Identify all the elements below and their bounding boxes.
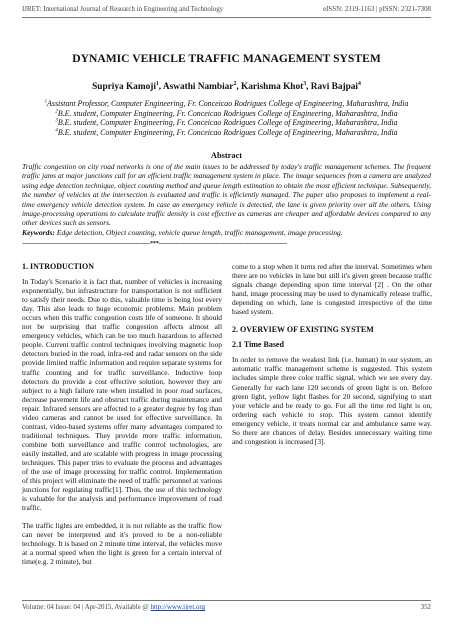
section-separator: ----------------------------------------------------------------------***----------------------------------------------------------------------: [22, 240, 287, 247]
abstract-text: Traffic congestion on city road networks is one of the main issues to be addressed by today's traffic management schemes. The frequent traffic jams at major junctions call for an efficient traffic management system in place. The image sequences from a camera are analyzed using edge detection technique, object counting method and queue length estimation to obtain the most efficient technique. Subsequently, the number of vehicles at the intersection is evaluated and traffic is efficiently managed. The paper also proposes to implement a real-time emergency vehicle detection system. In case an emergency vehicle is detected, the lane is given priority over all the others. Using image-processing operations to calculate traffic density is cost effective as cameras are cheaper and affordable devices compared to any other devices such as sensors.: [22, 162, 431, 228]
keywords-label: Keywords:: [22, 228, 55, 237]
journal-link[interactable]: http://www.ijret.org: [150, 604, 206, 611]
paragraph: In Today's Scenario it is fact that, number of vehicles is increasing exponentially, but infrastructure for transportation is not sufficient to satisfy their needs. Due to this, valuable time is being lost every day. This also leads to huge economic problems. Main problem occurs when this traffic congestion costs life of someone. It should not be surprising that traffic congestion affects almost all emergency vehicles, which can be too much hazardous to affected people. Current traffic control techniques involving magnetic loop detectors buried in the road, infra-red and radar sensors on the side provide limited traffic information and require separate systems for traffic counting and for traffic surveillance. Inductive loop detectors do provide a cost effective solution, however they are subject to a high failure rate when installed in poor road surfaces, decrease pavement life and obstruct traffic during maintenance and repair. Infrared sensors are affected to a greater degree by fog than video cameras and cannot be used for effective surveillance. In contrast, video-based systems offer many advantages compared to traditional techniques. They provide more traffic information, combine both surveillance and traffic control technologies, are easily installed, and are scalable with progress in image processing techniques. This paper tries to evaluate the process and advantages of the use of image processing for traffic control. Implementation of this project will eliminate the need of traffic personnel at various junctions for regulating traffic[1]. Thus, the use of this technology is valuable for the analysis and performance improvement of road traffic.: [22, 277, 222, 513]
footer-volume: Volume: 04 Issue: 04 | Apr-2015, Available @ http://www.ijret.org: [22, 604, 206, 611]
left-column: [22, 262, 222, 576]
issn: eISSN: 2319-1163 | pISSN: 2321-7308: [323, 6, 431, 13]
affiliations: [0, 99, 453, 137]
paragraph: In order to remove the weakest link (i.e. human) in our system, an automatic traffic management scheme is suggested. This system includes simple three color traffic signal, which we see every day. Generally for each lane 120 seconds of green light is on. Before green light, yellow light flashes for 20 second, signifying to start your vehicle and be ready to go. For all the time red light is on, ordering each vehicle to stop. This system cannot identify emergency vehicle, it treats normal car and ambulance same way. So there are chances of delay. Besides unnecessary waiting time and congestion is increased [3].: [232, 355, 432, 446]
affiliation: $^4$B.E. student, Computer Engineering, Fr. Conceicao Rodrigues College of Engineering, Maharashtra, India: [55, 127, 398, 137]
keywords: [22, 228, 431, 237]
footer: [22, 604, 431, 611]
author-list: Supriya Kamoji$^1$, Aswathi Nambiar$^2$, Karishma Khot$^3$, Ravi Bajpai$^4$: [92, 80, 361, 92]
paragraph: The traffic lights are embedded, it is not reliable as the traffic flow can never be interpreted and it's proved to be a non-reliable technology. It is based on 2 minute time interval, the vehicles move at a normal speed when the light is green for a certain interval of time(e.g. 2 minute), but: [22, 521, 222, 567]
subsection-heading: 2.1 Time Based: [232, 340, 284, 350]
right-column: [232, 262, 432, 455]
footer-rule: [22, 600, 431, 601]
author: Karishma Khot: [240, 82, 304, 92]
running-header: [22, 6, 431, 13]
keywords-text: Edge detection, Object counting, vehicle queue length, traffic management, image processing.: [54, 228, 343, 237]
section-heading: 2. OVERVIEW OF EXISTING SYSTEM: [232, 325, 374, 335]
paper-title: DYNAMIC VEHICLE TRAFFIC MANAGEMENT SYSTEM: [72, 52, 381, 65]
abstract-heading: Abstract: [210, 151, 243, 160]
affiliation: $^3$B.E. student, Computer Engineering, Fr. Conceicao Rodrigues College of Engineering, Maharashtra, India: [55, 118, 398, 127]
author: Ravi Bajpai: [310, 82, 359, 92]
page-number: 352: [420, 604, 431, 611]
affiliation: $^2$B.E. student, Computer Engineering, Fr. Conceicao Rodrigues College of Engineering, Maharashtra, India: [55, 108, 398, 118]
author: Supriya Kamoji: [92, 82, 156, 92]
journal-name: IJRET: International Journal of Research in Engineering and Technology: [22, 6, 224, 13]
header-rule: [22, 17, 431, 18]
author: Aswathi Nambiar: [162, 82, 234, 92]
affiliation: $^1$Assistant Professor, Computer Engineering, Fr. Conceicao Rodrigues College of Engineering, Maharashtra, India: [44, 99, 409, 108]
section-heading: 1. INTRODUCTION: [22, 262, 95, 271]
paragraph: come to a stop when it turns red after the interval. Sometimes when there are no vehicles in lane but still it's given green because traffic signals change depending upon time interval [2] . On the other hand, image processing may be used to dynamically release traffic, depending on which, lane is congested irrespective of the time based system.: [232, 262, 432, 317]
